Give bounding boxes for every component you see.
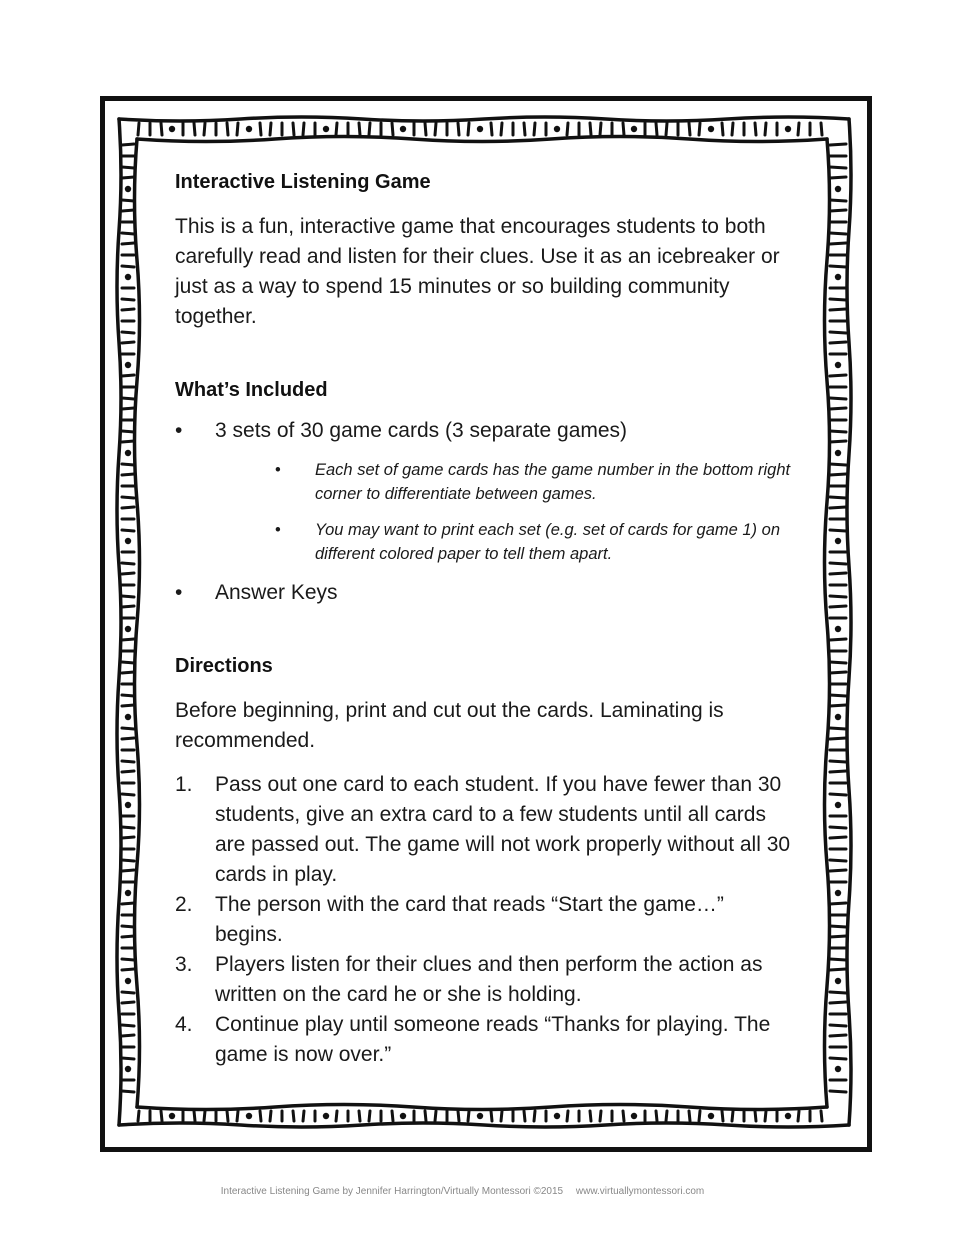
directions-paragraph: Before beginning, print and cut out the cards. Laminating is recommended.: [175, 699, 724, 752]
directions-heading: Directions: [175, 655, 273, 677]
list-item: [275, 518, 795, 566]
list-item: [175, 416, 795, 566]
step-text: Continue play until someone reads “Thanks for playing. The game is now over.”: [215, 1013, 771, 1066]
step-number: 1.: [175, 773, 193, 796]
step-text: Pass out one card to each student. If you have fewer than 30 students, give an extra card to a few students until all cards are passed out. The game will not work properly without all 30 cards in play.: [215, 773, 791, 886]
bullet-icon: •: [275, 521, 281, 539]
step-number: 4.: [175, 1013, 193, 1036]
sub-item-colored-paper: You may want to print each set (e.g. set of cards for game 1) on different colored paper to tell them apart.: [315, 521, 780, 563]
footer-url: www.virtuallymontessori.com: [575, 1186, 705, 1197]
included-item-answer-keys: Answer Keys: [215, 581, 338, 604]
included-sublist: [275, 458, 795, 566]
step-text: The person with the card that reads “Start the game…” begins.: [215, 893, 724, 946]
list-item: [275, 458, 795, 506]
step-number: 2.: [175, 893, 193, 916]
step-number: 3.: [175, 953, 193, 976]
step-item: [175, 770, 795, 890]
list-item: [175, 578, 795, 608]
step-item: [175, 1010, 795, 1070]
step-text: Players listen for their clues and then perform the action as written on the card he or she is holding.: [215, 953, 763, 1006]
intro-paragraph: This is a fun, interactive game that encourages students to both carefully read and listen for their clues. Use it as an icebreaker or just as a way to spend 15 minutes or so building community together.: [175, 215, 780, 328]
sub-item-game-number: Each set of game cards has the game number in the bottom right corner to differentiate between games.: [315, 461, 791, 503]
footer-credit: Interactive Listening Game by Jennifer Harrington/Virtually Montessori ©2015: [220, 1186, 564, 1197]
included-list: [175, 416, 795, 608]
directions-steps: [175, 770, 795, 1070]
page-footer: [0, 1186, 925, 1197]
included-item-cards: 3 sets of 30 game cards (3 separate games): [215, 419, 628, 442]
included-heading: What’s Included: [175, 379, 328, 401]
bullet-icon: •: [275, 461, 281, 479]
step-item: [175, 890, 795, 950]
bullet-icon: •: [175, 419, 183, 442]
bullet-icon: •: [175, 581, 183, 604]
content-area: [175, 168, 795, 1070]
step-item: [175, 950, 795, 1010]
intro-heading: Interactive Listening Game: [175, 171, 431, 193]
